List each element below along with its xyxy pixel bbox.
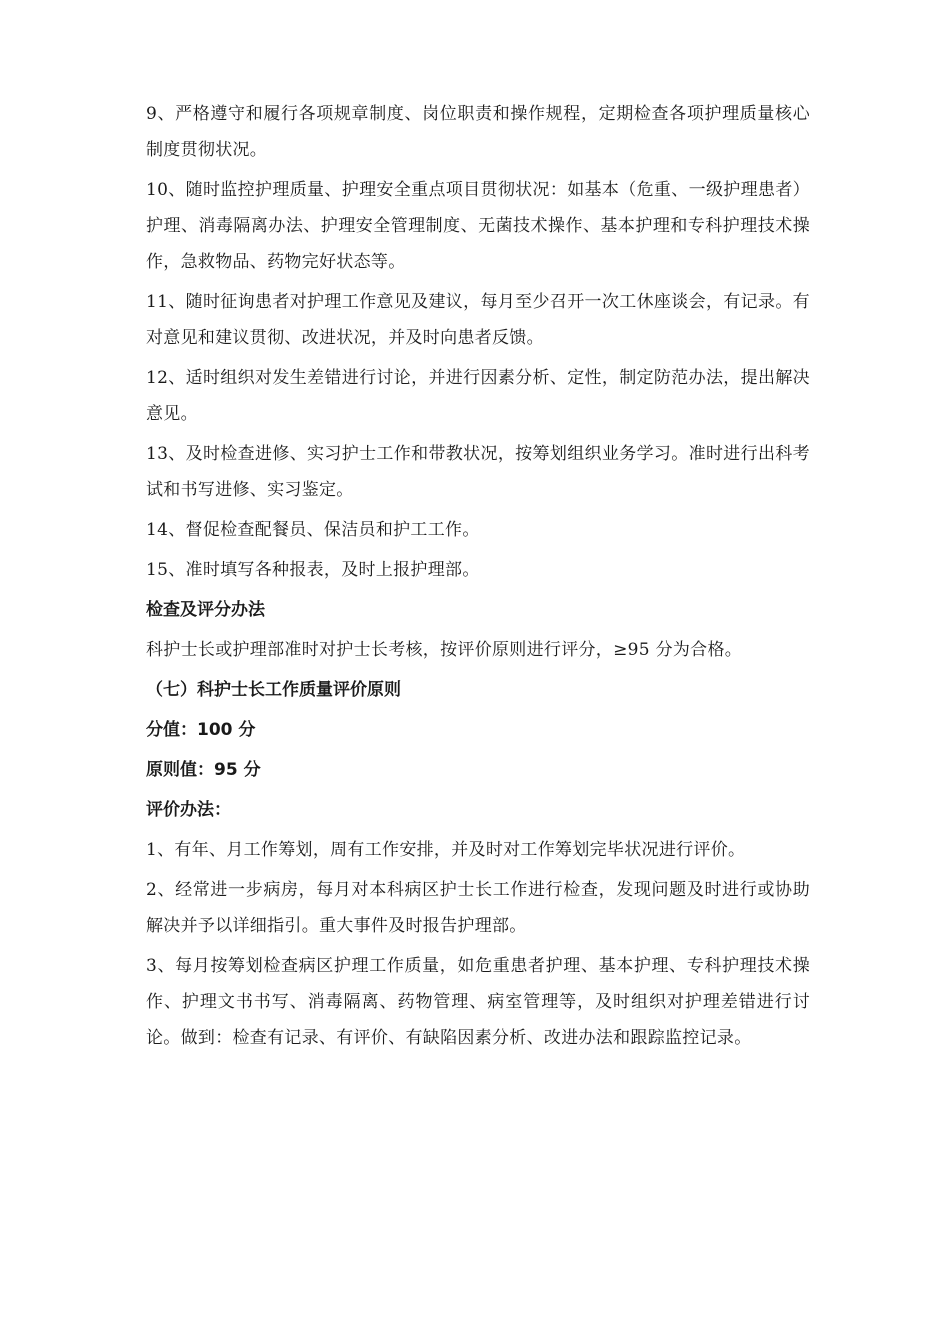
eval-item-1: 1、有年、月工作筹划，周有工作安排，并及时对工作筹划完毕状况进行评价。: [146, 840, 746, 860]
standard-value: 原则值：95 分: [146, 760, 261, 780]
item-10: 10、随时监控护理质量、护理安全重点项目贯彻状况：如基本（危重、一级护理患者）护理、消毒隔离办法、护理安全管理制度、无菌技术操作、基本护理和专科护理技术操作，急救物品、药物完好状态等。: [146, 180, 810, 272]
check-heading: 检查及评分办法: [146, 600, 265, 620]
item-9: 9、严格遵守和履行各项规章制度、岗位职责和操作规程，定期检查各项护理质量核心制度贯彻状况。: [146, 104, 810, 160]
item-12: 12、适时组织对发生差错进行讨论，并进行因素分析、定性，制定防范办法，提出解决意见。: [146, 368, 810, 424]
document-body: [146, 96, 810, 1060]
score-value: 分值：100 分: [146, 720, 256, 740]
section-title: （七）科护士长工作质量评价原则: [146, 680, 401, 700]
check-text: 科护士长或护理部准时对护士长考核，按评价原则进行评分，≥95 分为合格。: [146, 640, 743, 660]
eval-item-2: 2、经常进一步病房，每月对本科病区护士长工作进行检查，发现问题及时进行或协助解决并予以详细指引。重大事件及时报告护理部。: [146, 880, 810, 936]
item-13: 13、及时检查进修、实习护士工作和带教状况，按筹划组织业务学习。准时进行出科考试和书写进修、实习鉴定。: [146, 444, 810, 500]
item-15: 15、准时填写各种报表，及时上报护理部。: [146, 560, 480, 580]
item-14: 14、督促检查配餐员、保洁员和护工工作。: [146, 520, 480, 540]
item-11: 11、随时征询患者对护理工作意见及建议，每月至少召开一次工休座谈会，有记录。有对意见和建议贯彻、改进状况，并及时向患者反馈。: [146, 292, 810, 348]
eval-item-3: 3、每月按筹划检查病区护理工作质量，如危重患者护理、基本护理、专科护理技术操作、护理文书书写、消毒隔离、药物管理、病室管理等，及时组织对护理差错进行讨论。做到：检查有记录、有评价、有缺陷因素分析、改进办法和跟踪监控记录。: [146, 956, 810, 1048]
eval-heading: 评价办法：: [146, 800, 231, 820]
